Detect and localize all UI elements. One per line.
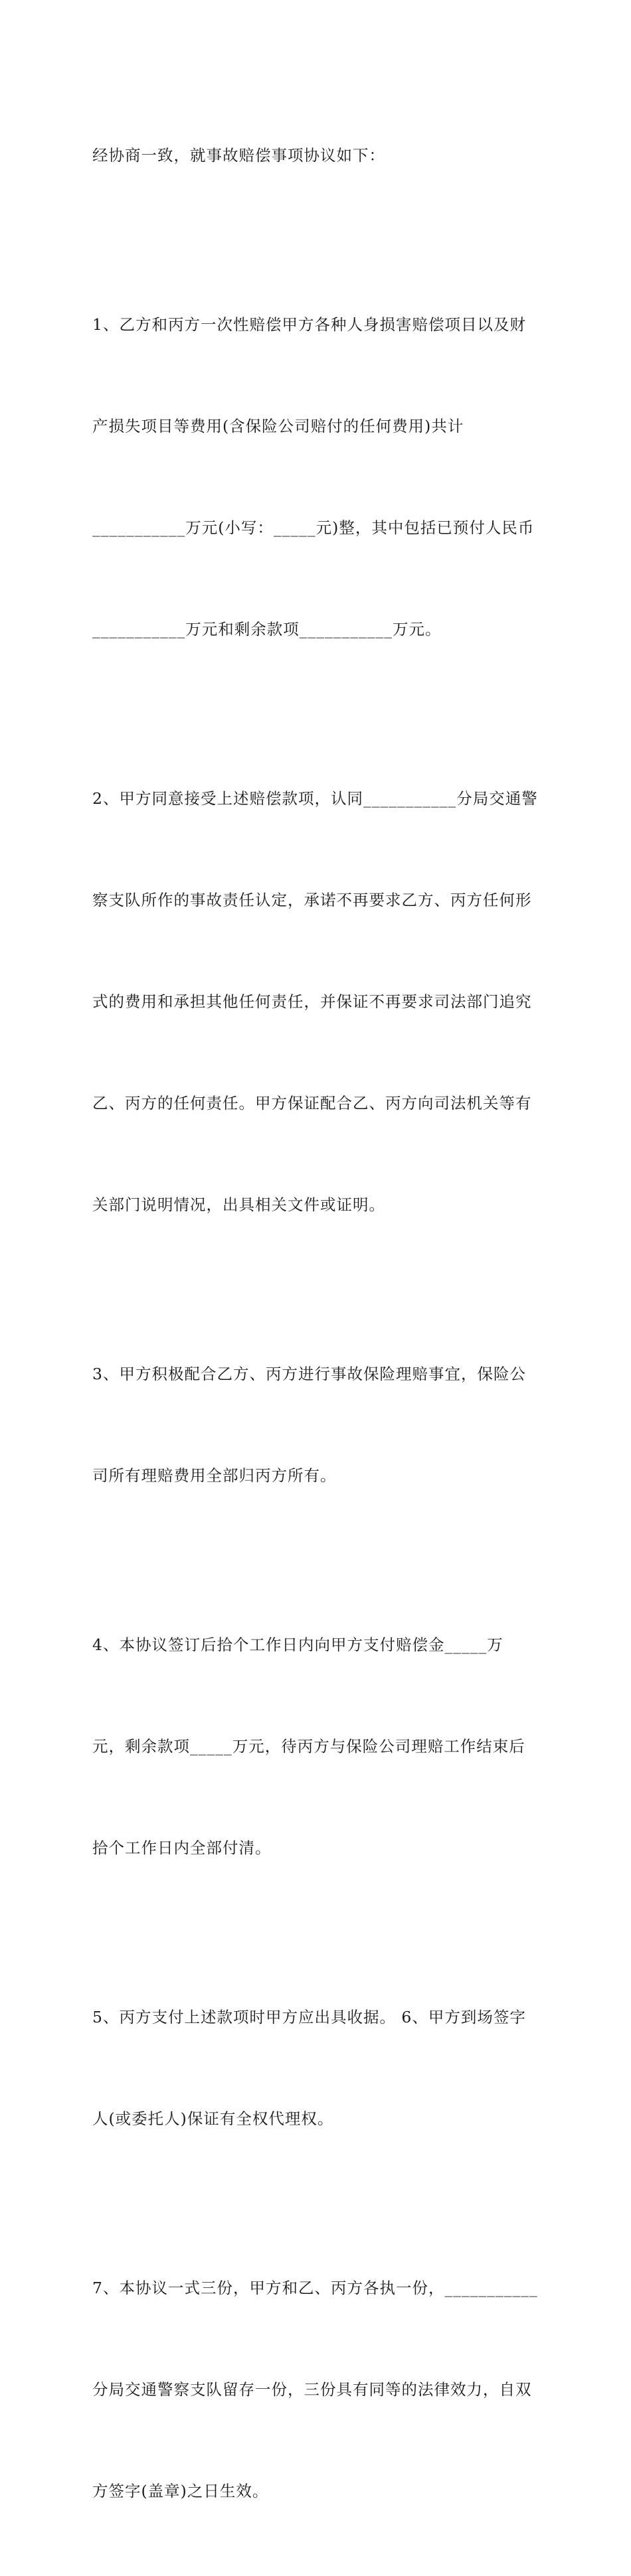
text-line: 4、本协议签订后拾个工作日内向甲方支付赔偿金_____万 (92, 1635, 503, 1654)
text-line: 7、本协议一式三份，甲方和乙、丙方各执一份，___________ (92, 2279, 538, 2297)
text-line: 5、丙方支付上述款项时甲方应出具收据。 6、甲方到场签字 (92, 2008, 526, 2026)
text-line: 方签字(盖章)之日生效。 (92, 2482, 269, 2500)
text-line: 式的费用和承担其他任何责任，并保证不再要求司法部门追究 (92, 992, 532, 1011)
text-line: ___________万元(小写：_____元)整，其中包括已预付人民币 (92, 518, 535, 537)
text-line: 察支队所作的事故责任认定，承诺不再要求乙方、丙方任何形 (92, 891, 532, 909)
text-line: 拾个工作日内全部付清。 (92, 1839, 272, 1857)
clause-3 (92, 1290, 544, 1560)
clause-5-6 (92, 1933, 544, 2204)
clause-7 (92, 2204, 544, 2576)
text-line: 人(或委托人)保证有全权代理权。 (92, 2109, 334, 2128)
text-line: 经协商一致，就事故赔偿事项协议如下： (92, 146, 385, 165)
text-line: 乙、丙方的任何责任。甲方保证配合乙、丙方向司法机关等有 (92, 1094, 532, 1112)
text-line: 3、甲方积极配合乙方、丙方进行事故保险理赔事宜，保险公 (92, 1365, 526, 1383)
clause-4 (92, 1560, 544, 1933)
intro-paragraph (92, 71, 544, 240)
text-line: 元，剩余款项_____万元，待丙方与保险公司理赔工作结束后 (92, 1737, 525, 1756)
text-line: 关部门说明情况，出具相关文件或证明。 (92, 1195, 385, 1214)
text-line: 1、乙方和丙方一次性赔偿甲方各种人身损害赔偿项目以及财 (92, 315, 526, 334)
text-line: 2、甲方同意接受上述赔偿款项，认同___________分局交通警 (92, 789, 538, 808)
text-line: 产损失项目等费用(含保险公司赔付的任何费用)共计 (92, 417, 464, 435)
agreement-body (92, 71, 544, 2576)
text-line: 司所有理赔费用全部归丙方所有。 (92, 1466, 337, 1485)
text-line: ___________万元和剩余款项___________万元。 (92, 620, 442, 639)
text-line: 分局交通警察支队留存一份，三份具有同等的法律效力，自双 (92, 2380, 532, 2399)
clause-1 (92, 240, 544, 714)
clause-2 (92, 714, 544, 1290)
